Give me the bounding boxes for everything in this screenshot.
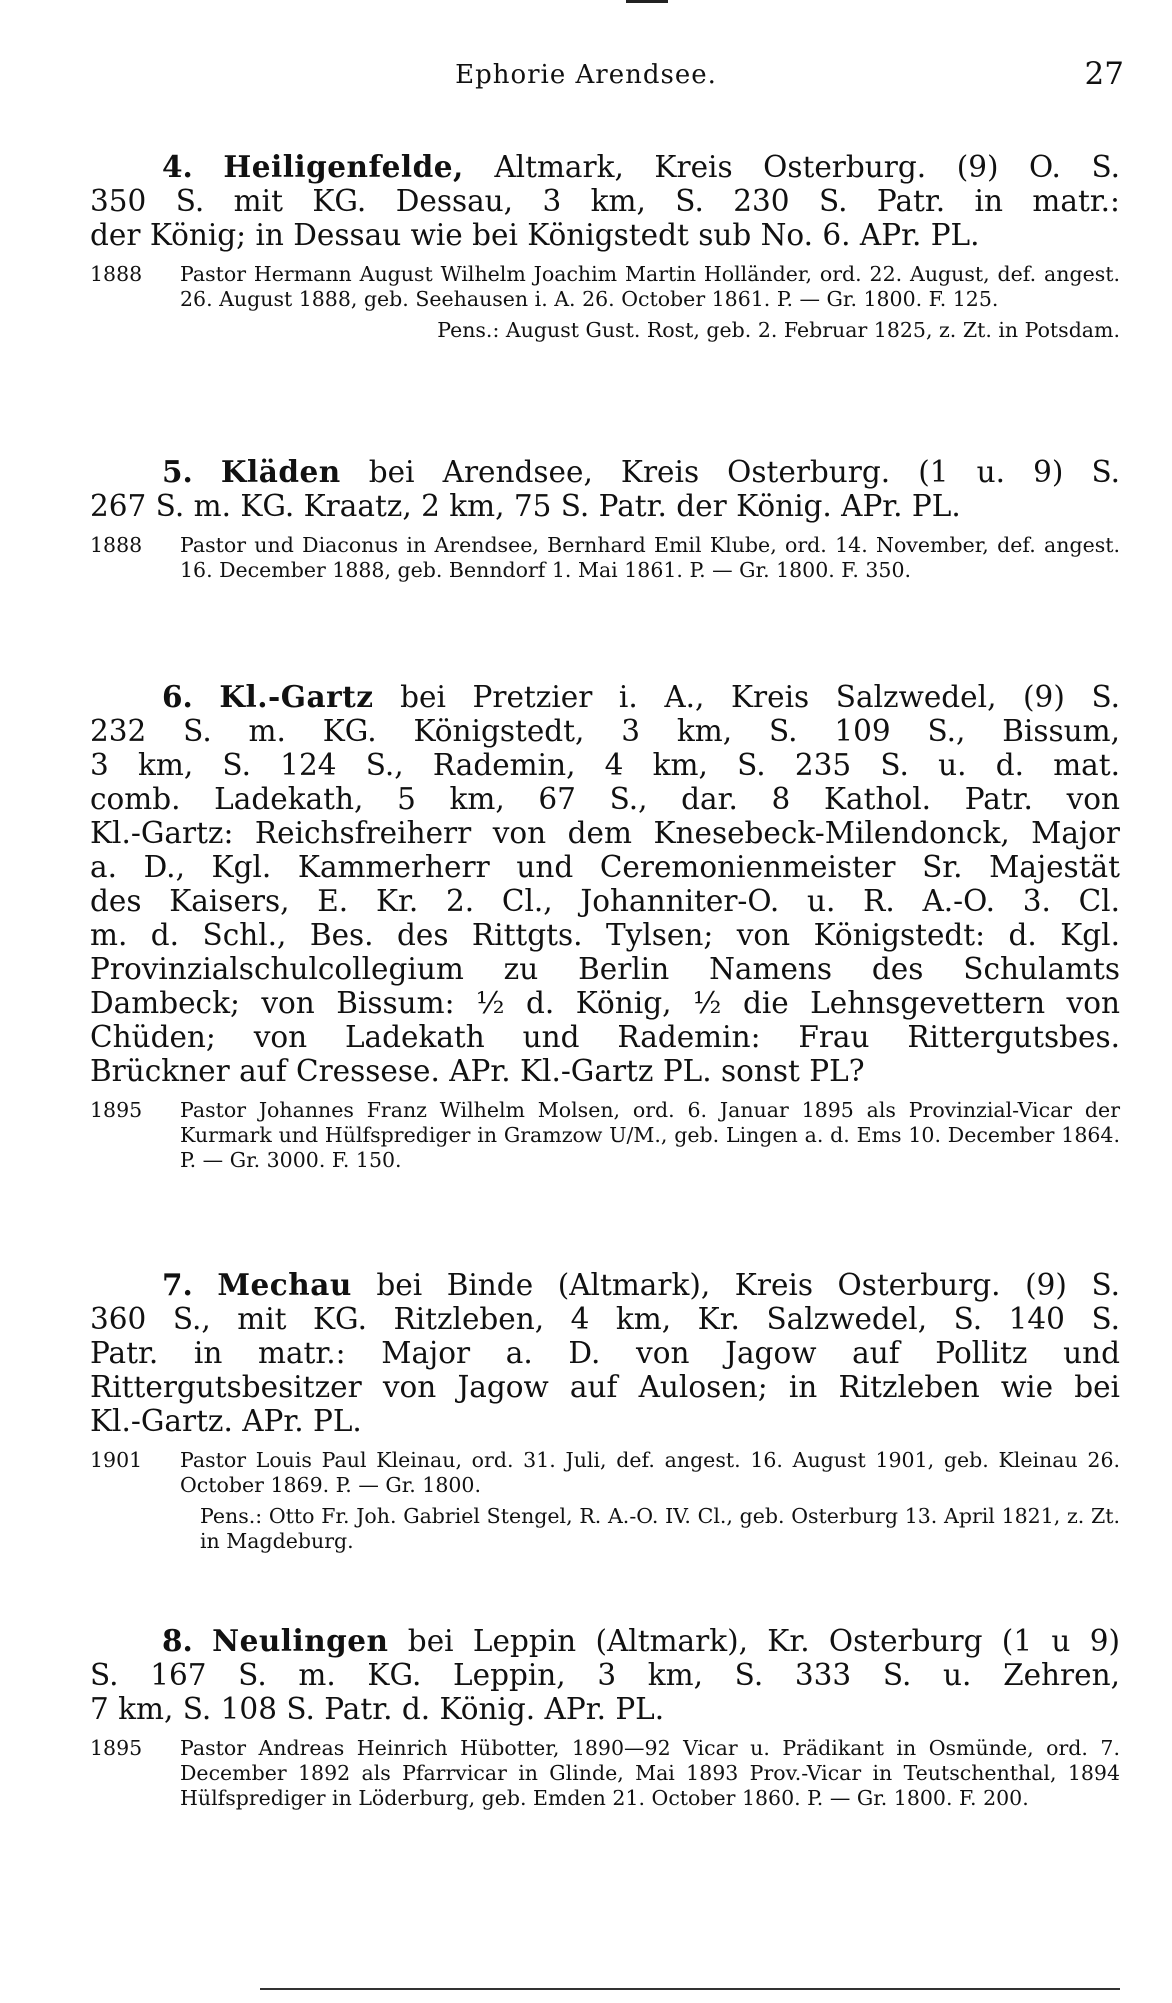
entry-line: m. d. Schl., Bes. des Rittgts. Tylsen; von Königstedt: d. Kgl. <box>90 918 1120 952</box>
entry-number: 8. <box>162 1623 193 1658</box>
pastor-note <box>90 262 1120 312</box>
entry-line <box>90 680 1120 714</box>
entry-line: Chüden; von Ladekath und Rademin: Frau Rittergutsbes. <box>90 1020 1120 1054</box>
pension-note: Pens.: August Gust. Rost, geb. 2. Februar 1825, z. Zt. in Potsdam. <box>437 318 1120 342</box>
parish-entry-heiligenfelde <box>90 150 1120 343</box>
entry-line: des Kaisers, E. Kr. 2. Cl., Johanniter-O. u. R. A.-O. 3. Cl. <box>90 884 1120 918</box>
entry-line: S. 167 S. m. KG. Leppin, 3 km, S. 333 S. u. Zehren, <box>90 1658 1120 1692</box>
note-text: Pastor Hermann August Wilhelm Joachim Martin Holländer, ord. 22. August, def. angest. 26. August 1888, geb. Seehausen i. A. 26. October 1861. P. — Gr. 1800. F. 125. <box>180 262 1120 311</box>
entry-number: 7. <box>162 1267 193 1302</box>
entry-line <box>90 455 1120 489</box>
parish-name: Heiligenfelde, <box>223 149 464 184</box>
note-year: 1895 <box>90 1098 143 1122</box>
parish-name: Neulingen <box>212 1623 389 1658</box>
entry-text: bei Leppin (Altmark), Kr. Osterburg (1 u 9) <box>388 1624 1120 1658</box>
entry-text: bei Pretzier i. A., Kreis Salzwedel, (9) S. <box>373 680 1120 714</box>
parish-entry-mechau <box>90 1268 1120 1554</box>
entry-line: a. D., Kgl. Kammerherr und Ceremonienmeister Sr. Majestät <box>90 850 1120 884</box>
running-title: Ephorie Arendsee. <box>455 60 717 90</box>
entry-line: Provinzialschulcollegium zu Berlin Namens des Schulamts <box>90 952 1120 986</box>
page-number: 27 <box>1084 56 1124 92</box>
parish-name: Kläden <box>220 454 341 489</box>
note-text: Pastor Louis Paul Kleinau, ord. 31. Juli, def. angest. 16. August 1901, geb. Kleinau 26. October 1869. P. — Gr. 1800. <box>180 1448 1120 1497</box>
entry-text: bei Arendsee, Kreis Osterburg. (1 u. 9) S. <box>340 455 1120 489</box>
entry-line: Kl.-Gartz: Reichsfreiherr von dem Knesebeck-Milendonck, Major <box>90 816 1120 850</box>
pastor-note <box>90 1736 1120 1811</box>
pastor-note <box>90 533 1120 583</box>
entry-line: comb. Ladekath, 5 km, 67 S., dar. 8 Kathol. Patr. von <box>90 782 1120 816</box>
entry-line: Patr. in matr.: Major a. D. von Jagow auf Pollitz und <box>90 1336 1120 1370</box>
note-year: 1888 <box>90 533 143 557</box>
parish-entry-neulingen <box>90 1624 1120 1811</box>
top-rule <box>626 0 668 3</box>
parish-name: Mechau <box>217 1267 352 1302</box>
entry-line: 7 km, S. 108 S. Patr. d. König. APr. PL. <box>90 1692 665 1726</box>
pastor-note <box>90 1098 1120 1173</box>
entry-number: 5. <box>162 454 193 489</box>
entry-line: 267 S. m. KG. Kraatz, 2 km, 75 S. Patr. der König. APr. PL. <box>90 489 961 523</box>
note-text: Pastor und Diaconus in Arendsee, Bernhard Emil Klube, ord. 14. November, def. angest. 16. December 1888, geb. Benndorf 1. Mai 1861. P. — Gr. 1800. F. 350. <box>180 533 1120 582</box>
entry-number: 6. <box>162 679 193 714</box>
note-text: Pastor Johannes Franz Wilhelm Molsen, ord. 6. Januar 1895 als Provinzial-Vicar der Kurmark und Hülfsprediger in Gramzow U/M., geb. Lingen a. d. Ems 10. December 1864. P. — Gr. 3000. F. 150. <box>180 1098 1120 1172</box>
entry-line: 350 S. mit KG. Dessau, 3 km, S. 230 S. Patr. in matr.: <box>90 184 1120 218</box>
note-text: Pastor Andreas Heinrich Hübotter, 1890—92 Vicar u. Prädikant in Osmünde, ord. 7. December 1892 als Pfarrvicar in Glinde, Mai 1893 Prov.-Vicar in Teutschenthal, 1894 Hülfsprediger in Löderburg, geb. Emden 21. October 1860. P. — Gr. 1800. F. 200. <box>180 1736 1120 1810</box>
pension-note: Pens.: Otto Fr. Joh. Gabriel Stengel, R. A.-O. IV. Cl., geb. Osterburg 13. April 1821, z. Zt. in Magdeburg. <box>200 1504 1120 1553</box>
entry-line: Brückner auf Cressese. APr. Kl.-Gartz PL. sonst PL? <box>90 1054 865 1088</box>
parish-entry-klaeden <box>90 455 1120 583</box>
entry-line: Kl.-Gartz. APr. PL. <box>90 1404 362 1438</box>
entry-line: Dambeck; von Bissum: ½ d. König, ½ die Lehnsgevettern von <box>90 986 1120 1020</box>
entry-text: bei Binde (Altmark), Kreis Osterburg. (9) S. <box>351 1268 1120 1302</box>
entry-line: 3 km, S. 124 S., Rademin, 4 km, S. 235 S. u. d. mat. <box>90 748 1120 782</box>
pastor-note <box>90 1448 1120 1498</box>
parish-entry-kl-gartz <box>90 680 1120 1173</box>
entry-line: der König; in Dessau wie bei Königstedt sub No. 6. APr. PL. <box>90 218 980 252</box>
entry-text: Altmark, Kreis Osterburg. (9) O. S. <box>463 150 1120 184</box>
entry-line <box>90 1268 1120 1302</box>
entry-line <box>90 1624 1120 1658</box>
bottom-rule <box>260 1988 1120 1990</box>
entry-number: 4. <box>162 149 193 184</box>
parish-name: Kl.-Gartz <box>219 679 374 714</box>
page-header <box>0 56 1172 100</box>
entry-line <box>90 150 1120 184</box>
note-year: 1901 <box>90 1448 143 1472</box>
note-year: 1888 <box>90 262 143 286</box>
entry-line: 360 S., mit KG. Ritzleben, 4 km, Kr. Salzwedel, S. 140 S. <box>90 1302 1120 1336</box>
note-year: 1895 <box>90 1736 143 1760</box>
entry-line: Rittergutsbesitzer von Jagow auf Aulosen; in Ritzleben wie bei <box>90 1370 1120 1404</box>
entry-line: 232 S. m. KG. Königstedt, 3 km, S. 109 S., Bissum, <box>90 714 1120 748</box>
